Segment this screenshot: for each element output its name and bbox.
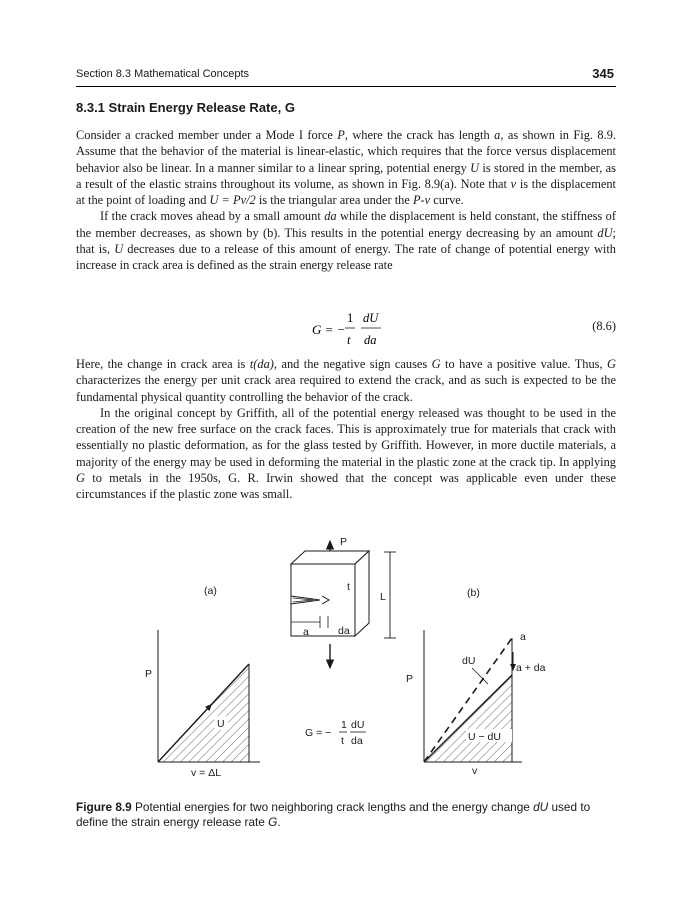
paragraph-1: Consider a cracked member under a Mode I force P, where the crack has length a, as shown in Fig. 8.9. Assume that the behavior of the material is linear-elastic, which requires that the force versus displacement behavior also be linear. In a manner similar to a linear spring, potential energy U is stored in the member, as a result of the elastic strains throughout its volume, as shown in Fig. 8.9(a). Note that v is the displacement at the point of loading and U = Pv/2 is the triangular area under the P-v curve.	[76, 128, 616, 208]
eq-den1: t	[347, 333, 351, 347]
eq-num2: dU	[363, 311, 379, 325]
g-formula-lhs: G = −	[305, 727, 332, 739]
plot-b-du-leader	[472, 668, 488, 684]
g-formula-den2: da	[351, 735, 363, 747]
plot-b-a-da-label: a + da	[516, 662, 546, 674]
plot-b	[406, 587, 546, 777]
paragraph-4: In the original concept by Griffith, all of the potential energy released was thought to be used in the creation of the new free surface on the crack faces. This is approximately true for materials that crack with essentially no plastic deformation, as for the glass tested by Griffith. However, in more ductile materials, a majority of the energy may be used in deforming the material in the plastic zone at the crack tip. In applying G to metals in the 1950s, G. R. Irwin showed that the concept was applicable even under these circumstances if the plastic zone was small.	[76, 405, 616, 502]
running-header-section: Section 8.3 Mathematical Concepts	[76, 68, 250, 80]
g-formula-den1: t	[341, 735, 344, 747]
paragraph-3: Here, the change in crack area is t(da), and the negative sign causes G to have a positive value. Thus, G characterizes the energy per unit crack area required to extend the crack, and as such is expected to be the fundamental physical quantity controlling the behavior of the crack.	[76, 357, 616, 404]
plot-b-u-du-label: U − dU	[468, 731, 501, 743]
plot-a-v-label: v = ΔL	[191, 767, 222, 779]
eq-num1: 1	[347, 311, 354, 325]
plot-a-p-axis-label: P	[145, 668, 153, 680]
equation-number: (8.6)	[592, 319, 616, 333]
paragraph-2: If the crack moves ahead by a small amount da while the displacement is held constant, the stiffness of the member decreases, as shown by (b). This results in the potential energy decreasing by an amount dU; that is, U decreases due to a release of this amount of energy. The rate of change of potential energy with increase in crack area is defined as the strain energy release rate	[76, 209, 616, 273]
page-number: 345	[592, 66, 614, 81]
specimen-side-face	[355, 551, 369, 636]
plot-a	[145, 585, 260, 779]
crack-increment-label: da	[338, 625, 350, 637]
plot-b-du-label: dU	[462, 655, 476, 667]
plot-b-label: (b)	[467, 587, 480, 599]
plot-a-label: (a)	[204, 585, 217, 597]
eq-lhs: G = −	[312, 322, 346, 337]
crack-length-label: a	[303, 626, 309, 638]
top-load-label: P	[340, 536, 348, 548]
g-formula-num2: dU	[351, 719, 365, 731]
length-label: L	[380, 591, 386, 603]
g-formula-num1: 1	[341, 719, 347, 731]
plot-a-u-label: U	[217, 718, 225, 730]
eq-den2: da	[364, 333, 377, 347]
figure-caption: Figure 8.9 Potential energies for two neighboring crack lengths and the energy change dU used to define the strain energy release rate G.	[76, 800, 591, 829]
specimen	[291, 536, 396, 747]
section-title: 8.3.1 Strain Energy Release Rate, G	[76, 100, 295, 115]
plot-b-a-label: a	[520, 631, 526, 643]
plot-b-p-axis-label: P	[406, 673, 414, 685]
thickness-label: t	[347, 581, 350, 593]
plot-b-v-label: v	[472, 765, 478, 777]
